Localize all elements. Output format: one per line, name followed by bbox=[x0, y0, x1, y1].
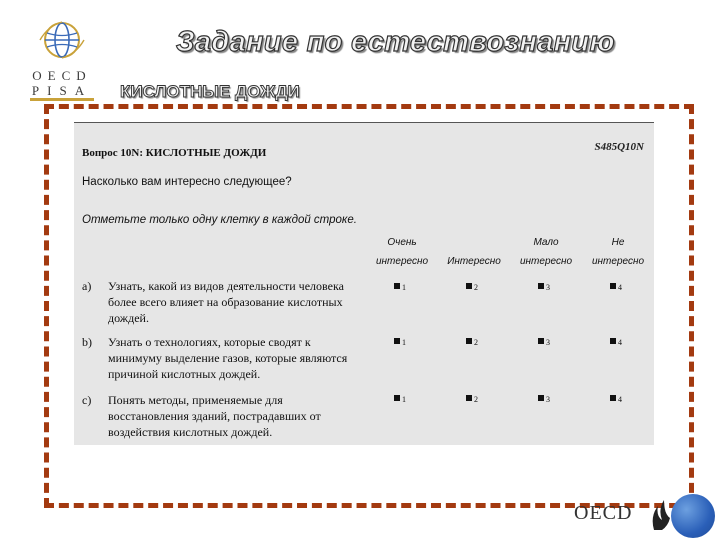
logo-underline bbox=[30, 98, 94, 101]
checkbox-icon bbox=[394, 395, 400, 401]
footer-globe-icon bbox=[671, 494, 715, 538]
question-heading: Вопрос 10N: КИСЛОТНЫЕ ДОЖДИ bbox=[82, 147, 267, 159]
checkbox-icon bbox=[538, 395, 544, 401]
row-c-letter: c) bbox=[82, 393, 92, 407]
column-header-little-interesting: Мало интересно bbox=[519, 237, 573, 267]
checkbox-icon bbox=[538, 338, 544, 344]
checkbox-icon bbox=[610, 283, 616, 289]
checkbox-icon bbox=[466, 338, 472, 344]
logo-pisa-text: PISA bbox=[31, 83, 93, 98]
row-c-option-2[interactable]: 2 bbox=[466, 395, 506, 404]
question-instruction: Отметьте только одну клетку в каждой строке. bbox=[82, 214, 357, 226]
row-a-option-3[interactable]: 3 bbox=[538, 283, 578, 292]
checkbox-icon bbox=[610, 338, 616, 344]
row-a-option-1[interactable]: 1 bbox=[394, 283, 434, 292]
row-a-letter: a) bbox=[82, 279, 92, 293]
row-b-option-3[interactable]: 3 bbox=[538, 338, 578, 347]
row-b-letter: b) bbox=[82, 335, 92, 349]
checkbox-icon bbox=[538, 283, 544, 289]
checkbox-icon bbox=[394, 283, 400, 289]
row-b-option-2[interactable]: 2 bbox=[466, 338, 506, 347]
question-panel bbox=[74, 122, 654, 445]
checkbox-icon bbox=[466, 395, 472, 401]
oecd-pisa-logo bbox=[24, 16, 100, 104]
column-header-very-interesting: Очень интересно bbox=[375, 237, 429, 267]
column-header-interesting: Интересно bbox=[447, 256, 501, 267]
row-c-option-1[interactable]: 1 bbox=[394, 395, 434, 404]
page-subtitle: КИСЛОТНЫЕ ДОЖДИ bbox=[120, 82, 300, 101]
logo-oecd-text: OECD bbox=[32, 68, 92, 83]
checkbox-icon bbox=[610, 395, 616, 401]
row-a-option-2[interactable]: 2 bbox=[466, 283, 506, 292]
row-b-option-1[interactable]: 1 bbox=[394, 338, 434, 347]
question-code: S485Q10N bbox=[594, 141, 644, 153]
question-prompt: Насколько вам интересно следующее? bbox=[82, 176, 292, 188]
globe-icon bbox=[38, 16, 86, 64]
footer-oecd-logo-text: OECD bbox=[574, 502, 633, 524]
row-c-option-4[interactable]: 4 bbox=[610, 395, 650, 404]
checkbox-icon bbox=[394, 338, 400, 344]
page-title: Задание по естествознанию bbox=[176, 26, 615, 58]
row-b-text: Узнать о технологиях, которые сводят к минимуму выделение газов, которые являются причиной кислотных дождей. bbox=[108, 335, 348, 381]
row-c-text: Понять методы, применяемые для восстановления зданий, пострадавших от воздействия кислотных дождей. bbox=[108, 393, 321, 439]
checkbox-icon bbox=[466, 283, 472, 289]
row-b-option-4[interactable]: 4 bbox=[610, 338, 650, 347]
column-header-not-interesting: Не интересно bbox=[591, 237, 645, 267]
row-c-option-3[interactable]: 3 bbox=[538, 395, 578, 404]
row-a-option-4[interactable]: 4 bbox=[610, 283, 650, 292]
row-a-text: Узнать, какой из видов деятельности человека более всего влияет на образование кислотных дождей. bbox=[108, 279, 344, 325]
